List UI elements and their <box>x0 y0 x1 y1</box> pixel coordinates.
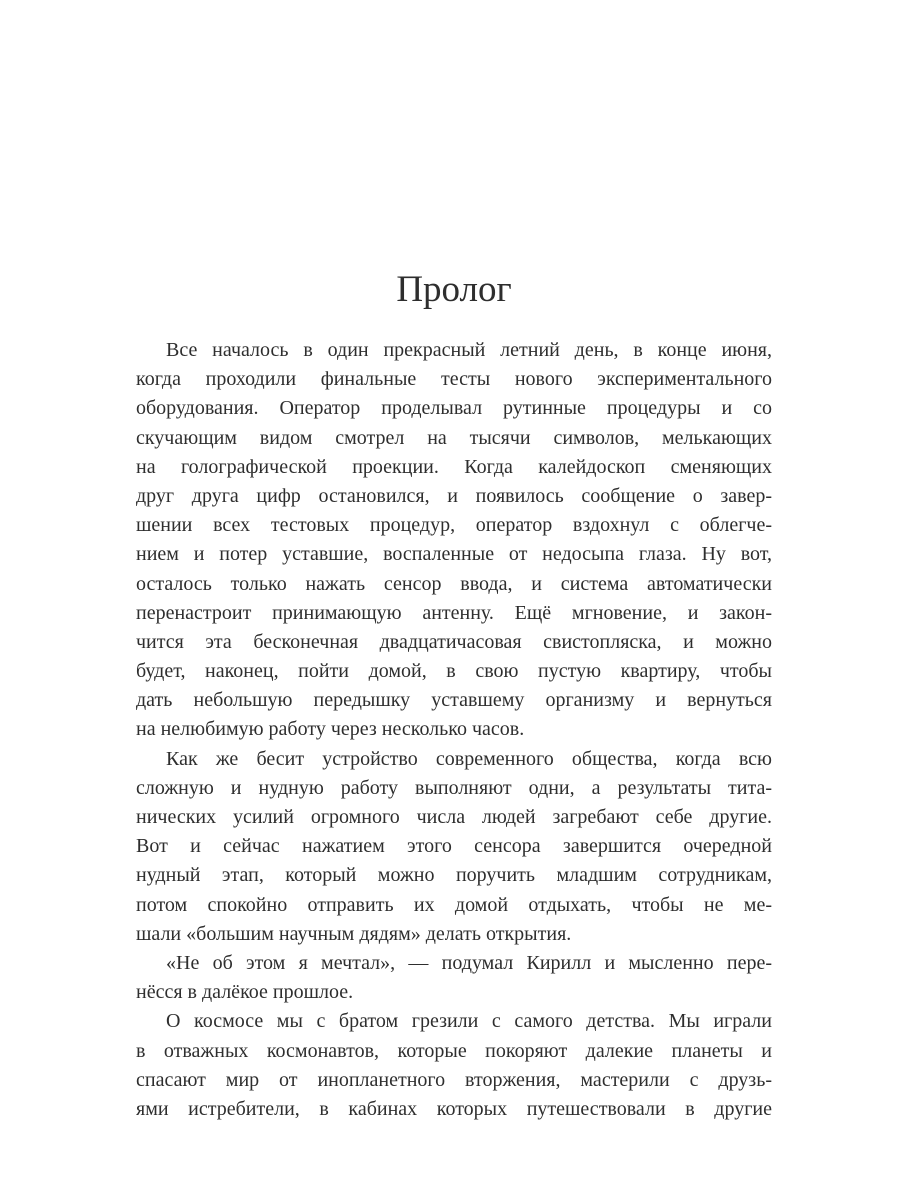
text-line: «Не об этом я мечтал», — подумал Кирилл и мысленно пере- <box>166 951 772 974</box>
text-line: нием и потер уставшие, воспаленные от недосыпа глаза. Ну вот, <box>136 543 772 566</box>
text-line: спасают мир от инопланетного вторжения, мастерили с друзь- <box>136 1068 772 1091</box>
text-line: будет, наконец, пойти домой, в свою пустую квартиру, чтобы <box>136 660 772 683</box>
chapter-title: Пролог <box>396 269 512 310</box>
text-line: нических усилий огромного числа людей загребают себе другие. <box>136 806 772 828</box>
text-line: дать небольшую передышку уставшему организму и вернуться <box>136 689 772 712</box>
text-line: Все началось в один прекрасный летний день, в конце июня, <box>166 339 772 361</box>
text-line: Вот и сейчас нажатием этого сенсора завершится очередной <box>136 835 772 858</box>
paragraph <box>136 745 772 949</box>
paragraph <box>136 336 772 745</box>
text-line: шении всех тестовых процедур, оператор вздохнул с облегче- <box>136 514 772 537</box>
text-line: на нелюбимую работу через несколько часов. <box>136 718 525 741</box>
text-line: нудный этап, который можно поручить младшим сотрудникам, <box>136 864 772 887</box>
text-line: в отважных космонавтов, которые покоряют далекие планеты и <box>136 1039 772 1062</box>
text-line: потом спокойно отправить их домой отдыхать, чтобы не ме- <box>136 893 772 916</box>
text-line: когда проходили финальные тесты нового экспериментального <box>136 368 772 391</box>
text-line: осталось только нажать сенсор ввода, и система автоматически <box>136 572 772 595</box>
text-line: Как же бесит устройство современного общества, когда всю <box>166 747 772 770</box>
text-line: перенастроит принимающую антенну. Ещё мгновение, и закон- <box>136 601 772 624</box>
page-body <box>136 336 772 1124</box>
paragraph <box>136 949 772 1007</box>
text-line: нёсся в далёкое прошлое. <box>136 981 354 1004</box>
page-content <box>136 268 772 1124</box>
text-line: сложную и нудную работу выполняют одни, а результаты тита- <box>136 776 772 799</box>
text-line: друг друга цифр остановился, и появилось сообщение о завер- <box>136 484 772 507</box>
text-line: ями истребители, в кабинах которых путешествовали в другие <box>136 1097 772 1120</box>
paragraph <box>136 1007 772 1124</box>
text-line: на голографической проекции. Когда калейдоскоп сменяющих <box>136 455 772 478</box>
text-line: оборудования. Оператор проделывал рутинные процедуры и со <box>136 397 772 420</box>
text-line: скучающим видом смотрел на тысячи символов, мелькающих <box>136 426 772 449</box>
text-line: чится эта бесконечная двадцатичасовая свистопляска, и можно <box>136 630 772 653</box>
text-line: О космосе мы с братом грезили с самого детства. Мы играли <box>166 1010 772 1033</box>
text-line: шали «большим научным дядям» делать открытия. <box>136 922 572 945</box>
